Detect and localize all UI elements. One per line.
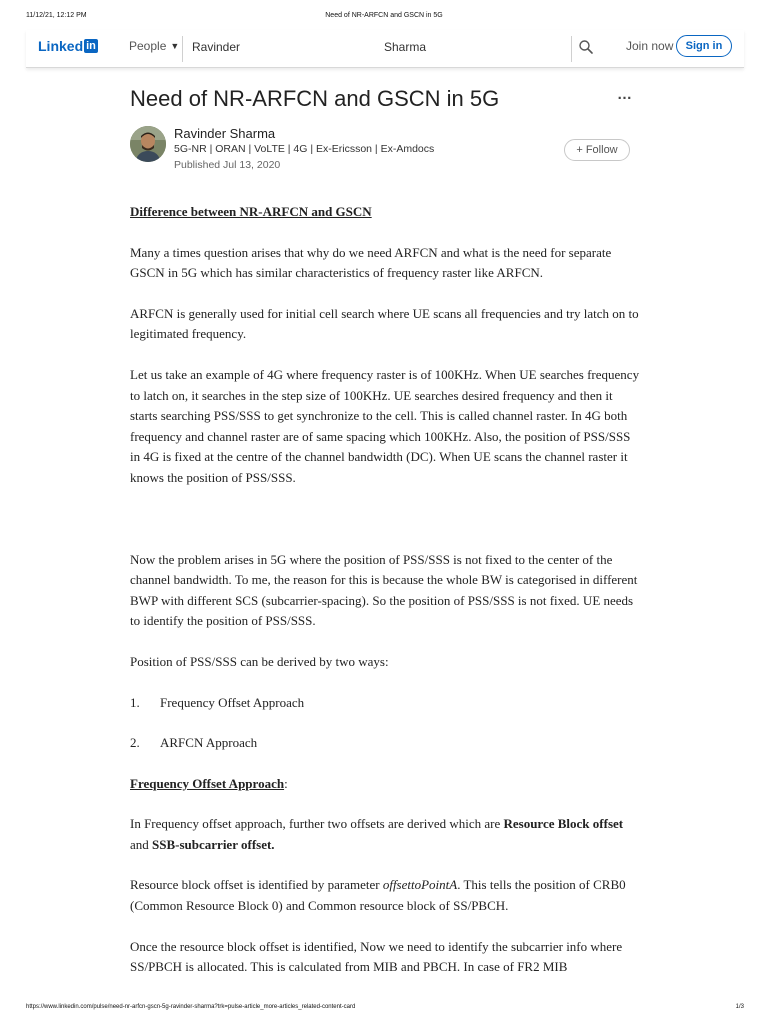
people-select-label: People [129, 39, 167, 53]
first-name-field[interactable]: Ravinder [192, 40, 241, 54]
article-title: Need of NR-ARFCN and GSCN in 5G [130, 86, 500, 111]
paragraph [130, 814, 642, 855]
print-datetime: 11/12/21, 12:12 PM [26, 12, 87, 19]
sign-in-button[interactable]: Sign in [676, 35, 732, 57]
bold-term: Resource Block offset [503, 816, 624, 832]
print-footer [0, 1004, 768, 1014]
follow-button[interactable]: + Follow [564, 139, 630, 161]
print-page-number: 1/3 [735, 1004, 744, 1010]
caret-down-icon: ▼ [170, 41, 180, 51]
print-header [0, 12, 768, 24]
list-number: 1. [130, 694, 140, 710]
list-number: 2. [130, 735, 140, 751]
last-name-field[interactable]: Sharma [384, 40, 427, 54]
paragraph: Let us take an example of 4G where frequency raster is of 100KHz. When UE searches frequency to latch on, it searches in the step size of 100KHz. UE searches desired frequency and then it starts searching PSS/SSS to get synchronize to the cell. This is called channel raster. In 4G both frequency and channel raster are of same spacing which 100KHz. Also, the position of PSS/SSS in 4G is fixed at the centre of the channel bandwidth (DC). When UE scans the channel raster it knows the position of PSS/SSS. [130, 366, 640, 485]
paragraph [130, 875, 642, 916]
paragraph: ARFCN is generally used for initial cell search where UE scans all frequencies and try latch on to legitimated frequency. [130, 305, 639, 342]
section-heading [130, 774, 642, 795]
paragraph-text: and [130, 836, 153, 852]
navbar-divider [571, 36, 572, 62]
bold-term: SSB-subcarrier offset. [152, 836, 275, 852]
top-navbar [26, 30, 744, 68]
navbar-divider [182, 36, 183, 62]
print-doc-title: Need of NR-ARFCN and GSCN in 5G [325, 12, 443, 19]
more-options-icon[interactable]: … [617, 86, 633, 103]
author-name[interactable]: Ravinder Sharma [174, 126, 276, 141]
paragraph-text: . This tells the position of CRB0 (Common Resource Block 0) and Common resource block of SS/PBCH. [130, 877, 626, 914]
paragraph: Many a times question arises that why do we need ARFCN and what is the need for separate GSCN in 5G which has similar characteristics of frequency raster like ARFCN. [130, 244, 612, 281]
section-heading-text: Frequency Offset Approach [130, 775, 285, 791]
list-item [130, 733, 642, 754]
author-avatar[interactable] [130, 126, 166, 162]
people-search-select[interactable] [129, 39, 179, 53]
parameter-name: offsettoPointA [382, 877, 458, 893]
paragraph: Once the resource block offset is identified, Now we need to identify the subcarrier info where SS/PBCH is allocated. This is calculated from MIB and PBCH. In case of FR2 MIB [130, 938, 623, 975]
paragraph: Now the problem arises in 5G where the position of PSS/SSS is not fixed to the center of the channel bandwidth. To me, the reason for this is because the whole BW is categorised in different BWP with different SCS (subcarrier-spacing). So the position of PSS/SSS is not fixed. UE needs to identify the position of PSS/SSS. [130, 551, 638, 629]
paragraph: Position of PSS/SSS can be derived by two ways: [130, 653, 389, 669]
paragraph-text: Resource block offset is identified by parameter [130, 877, 383, 893]
section-heading: Difference between NR-ARFCN and GSCN [130, 204, 372, 219]
paragraph-text: In Frequency offset approach, further two offsets are derived which are [130, 816, 504, 832]
linkedin-logo[interactable] [38, 38, 98, 54]
search-icon[interactable] [578, 39, 594, 55]
avatar-image [130, 126, 166, 162]
join-now-link[interactable]: Join now [626, 39, 674, 53]
list-item-text: ARFCN Approach [160, 735, 258, 751]
print-url: https://www.linkedin.com/pulse/need-nr-arfcn-gscn-5g-ravinder-sharma?trk=pulse-article_more-articles_related-content-card [26, 1004, 356, 1010]
list-item-text: Frequency Offset Approach [160, 694, 305, 710]
section-heading-colon: : [284, 775, 288, 791]
logo-in-box: in [86, 40, 96, 52]
author-card [130, 126, 640, 174]
article-body [130, 202, 642, 978]
logo-text: Linked [38, 38, 84, 54]
author-headline: 5G-NR | ORAN | VoLTE | 4G | Ex-Ericsson | Ex-Amdocs [174, 143, 435, 155]
list-item [130, 693, 642, 714]
published-date: Published Jul 13, 2020 [174, 159, 281, 171]
